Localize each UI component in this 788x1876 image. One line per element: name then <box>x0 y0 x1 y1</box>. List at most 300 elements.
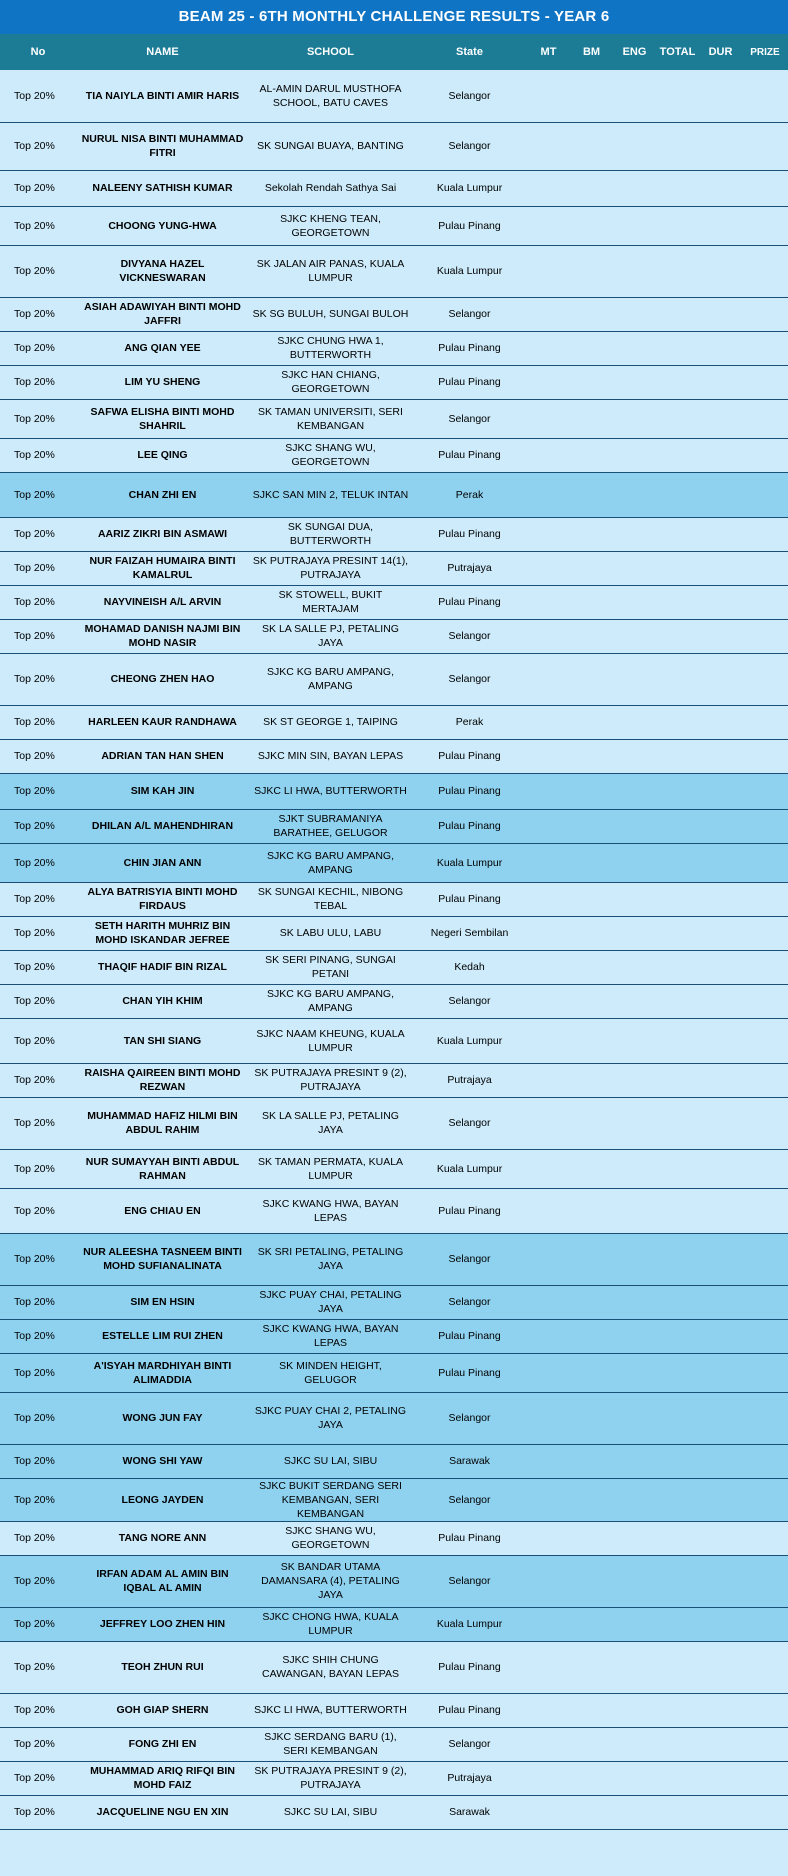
cell-dur <box>699 1521 742 1555</box>
table-row <box>0 1795 788 1829</box>
cell-eng <box>613 1478 656 1521</box>
table-row <box>0 1444 788 1478</box>
cell-total <box>656 170 699 206</box>
cell-school: SJKC SU LAI, SIBU <box>249 1795 412 1829</box>
cell-name: FONG ZHI EN <box>76 1727 249 1761</box>
cell-school: SK ST GEORGE 1, TAIPING <box>249 705 412 739</box>
cell-bm <box>570 653 613 705</box>
cell-eng <box>613 739 656 773</box>
cell-prize <box>742 1392 788 1444</box>
cell-no: Top 20% <box>0 245 76 297</box>
cell-dur <box>699 773 742 809</box>
cell-state: Putrajaya <box>412 1063 527 1097</box>
table-row <box>0 984 788 1018</box>
cell-eng <box>613 472 656 517</box>
cell-mt <box>527 705 570 739</box>
cell-eng <box>613 1641 656 1693</box>
cell-mt <box>527 1392 570 1444</box>
cell-prize <box>742 1353 788 1392</box>
cell-total <box>656 1444 699 1478</box>
col-header-name: NAME <box>76 34 249 70</box>
cell-mt <box>527 365 570 399</box>
cell-prize <box>742 170 788 206</box>
cell-no: Top 20% <box>0 517 76 551</box>
cell-state: Pulau Pinang <box>412 739 527 773</box>
cell-bm <box>570 619 613 653</box>
cell-total <box>656 517 699 551</box>
cell-name: RAISHA QAIREEN BINTI MOHD REZWAN <box>76 1063 249 1097</box>
table-row <box>0 619 788 653</box>
cell-prize <box>742 619 788 653</box>
cell-total <box>656 1285 699 1319</box>
cell-dur <box>699 1233 742 1285</box>
cell-school: SJKC PUAY CHAI 2, PETALING JAYA <box>249 1392 412 1444</box>
cell-name: SETH HARITH MUHRIZ BIN MOHD ISKANDAR JEFREE <box>76 916 249 950</box>
table-row <box>0 950 788 984</box>
cell-eng <box>613 1063 656 1097</box>
cell-no: Top 20% <box>0 170 76 206</box>
cell-mt <box>527 950 570 984</box>
cell-total <box>656 1727 699 1761</box>
cell-no: Top 20% <box>0 1285 76 1319</box>
cell-dur <box>699 1188 742 1233</box>
cell-dur <box>699 297 742 331</box>
cell-no: Top 20% <box>0 472 76 517</box>
cell-no: Top 20% <box>0 1392 76 1444</box>
cell-mt <box>527 170 570 206</box>
cell-name: HARLEEN KAUR RANDHAWA <box>76 705 249 739</box>
table-row <box>0 122 788 170</box>
cell-bm <box>570 1285 613 1319</box>
cell-state: Putrajaya <box>412 1761 527 1795</box>
cell-state: Selangor <box>412 984 527 1018</box>
cell-mt <box>527 70 570 122</box>
cell-school: SK SUNGAI BUAYA, BANTING <box>249 122 412 170</box>
cell-eng <box>613 438 656 472</box>
table-row <box>0 705 788 739</box>
page-title: BEAM 25 - 6TH MONTHLY CHALLENGE RESULTS - YEAR 6 <box>0 0 788 34</box>
cell-school: SK STOWELL, BUKIT MERTAJAM <box>249 585 412 619</box>
cell-total <box>656 882 699 916</box>
cell-bm <box>570 331 613 365</box>
cell-state: Kedah <box>412 950 527 984</box>
cell-bm <box>570 585 613 619</box>
cell-prize <box>742 882 788 916</box>
cell-eng <box>613 245 656 297</box>
cell-total <box>656 705 699 739</box>
cell-no: Top 20% <box>0 950 76 984</box>
table-row <box>0 843 788 882</box>
cell-school: SK LA SALLE PJ, PETALING JAYA <box>249 1097 412 1149</box>
cell-school: Sekolah Rendah Sathya Sai <box>249 170 412 206</box>
cell-eng <box>613 399 656 438</box>
cell-prize <box>742 1555 788 1607</box>
table-row <box>0 1233 788 1285</box>
cell-school: SJKC SU LAI, SIBU <box>249 1444 412 1478</box>
cell-name: NUR FAIZAH HUMAIRA BINTI KAMALRUL <box>76 551 249 585</box>
cell-state: Pulau Pinang <box>412 206 527 245</box>
cell-prize <box>742 1149 788 1188</box>
cell-mt <box>527 1607 570 1641</box>
cell-no: Top 20% <box>0 619 76 653</box>
table-row <box>0 1188 788 1233</box>
table-row <box>0 1641 788 1693</box>
cell-name: TEOH ZHUN RUI <box>76 1641 249 1693</box>
cell-name: ADRIAN TAN HAN SHEN <box>76 739 249 773</box>
cell-school: SK TAMAN PERMATA, KUALA LUMPUR <box>249 1149 412 1188</box>
cell-mt <box>527 438 570 472</box>
cell-prize <box>742 916 788 950</box>
cell-bm <box>570 705 613 739</box>
cell-school: SJKC LI HWA, BUTTERWORTH <box>249 1693 412 1727</box>
cell-total <box>656 809 699 843</box>
cell-eng <box>613 843 656 882</box>
cell-dur <box>699 245 742 297</box>
cell-state: Kuala Lumpur <box>412 1149 527 1188</box>
cell-prize <box>742 1727 788 1761</box>
cell-no: Top 20% <box>0 1063 76 1097</box>
cell-dur <box>699 551 742 585</box>
cell-dur <box>699 170 742 206</box>
cell-prize <box>742 365 788 399</box>
cell-school: SJKC LI HWA, BUTTERWORTH <box>249 773 412 809</box>
cell-no: Top 20% <box>0 1607 76 1641</box>
cell-mt <box>527 1353 570 1392</box>
cell-no: Top 20% <box>0 297 76 331</box>
table-row <box>0 438 788 472</box>
cell-mt <box>527 916 570 950</box>
cell-name: SIM EN HSIN <box>76 1285 249 1319</box>
col-header-eng: ENG <box>613 34 656 70</box>
cell-prize <box>742 438 788 472</box>
cell-bm <box>570 1478 613 1521</box>
cell-state: Selangor <box>412 1285 527 1319</box>
table-row <box>0 1149 788 1188</box>
cell-bm <box>570 206 613 245</box>
cell-eng <box>613 1149 656 1188</box>
cell-state: Selangor <box>412 1478 527 1521</box>
cell-no: Top 20% <box>0 882 76 916</box>
cell-dur <box>699 1097 742 1149</box>
table-row <box>0 1285 788 1319</box>
cell-total <box>656 70 699 122</box>
cell-mt <box>527 1521 570 1555</box>
cell-prize <box>742 1285 788 1319</box>
cell-school: SJKC KG BARU AMPANG, AMPANG <box>249 843 412 882</box>
cell-total <box>656 739 699 773</box>
cell-name: LEONG JAYDEN <box>76 1478 249 1521</box>
cell-state: Pulau Pinang <box>412 517 527 551</box>
cell-prize <box>742 206 788 245</box>
cell-no: Top 20% <box>0 551 76 585</box>
cell-dur <box>699 882 742 916</box>
cell-dur <box>699 1693 742 1727</box>
cell-dur <box>699 331 742 365</box>
cell-prize <box>742 1018 788 1063</box>
cell-name: IRFAN ADAM AL AMIN BIN IQBAL AL AMIN <box>76 1555 249 1607</box>
cell-mt <box>527 773 570 809</box>
cell-no: Top 20% <box>0 1795 76 1829</box>
cell-school: SJKC SHANG WU, GEORGETOWN <box>249 438 412 472</box>
cell-prize <box>742 1761 788 1795</box>
cell-prize <box>742 653 788 705</box>
cell-state: Putrajaya <box>412 551 527 585</box>
header-row <box>0 34 788 70</box>
cell-bm <box>570 882 613 916</box>
cell-bm <box>570 1761 613 1795</box>
cell-total <box>656 206 699 245</box>
cell-no: Top 20% <box>0 739 76 773</box>
cell-eng <box>613 950 656 984</box>
cell-eng <box>613 1285 656 1319</box>
cell-no: Top 20% <box>0 1555 76 1607</box>
cell-mt <box>527 1063 570 1097</box>
cell-name: ESTELLE LIM RUI ZHEN <box>76 1319 249 1353</box>
cell-no: Top 20% <box>0 1233 76 1285</box>
cell-no: Top 20% <box>0 1018 76 1063</box>
cell-mt <box>527 882 570 916</box>
col-header-mt: MT <box>527 34 570 70</box>
cell-total <box>656 1693 699 1727</box>
cell-total <box>656 1149 699 1188</box>
cell-school: SK LABU ULU, LABU <box>249 916 412 950</box>
cell-name: NURUL NISA BINTI MUHAMMAD FITRI <box>76 122 249 170</box>
cell-bm <box>570 1319 613 1353</box>
col-header-state: State <box>412 34 527 70</box>
cell-school: SK SUNGAI KECHIL, NIBONG TEBAL <box>249 882 412 916</box>
table-row <box>0 1521 788 1555</box>
cell-state: Pulau Pinang <box>412 585 527 619</box>
cell-state: Selangor <box>412 653 527 705</box>
cell-no: Top 20% <box>0 1149 76 1188</box>
cell-eng <box>613 1555 656 1607</box>
cell-mt <box>527 1727 570 1761</box>
cell-total <box>656 619 699 653</box>
cell-prize <box>742 551 788 585</box>
cell-mt <box>527 399 570 438</box>
cell-prize <box>742 984 788 1018</box>
col-header-total: TOTAL <box>656 34 699 70</box>
cell-dur <box>699 517 742 551</box>
cell-total <box>656 399 699 438</box>
cell-no: Top 20% <box>0 399 76 438</box>
cell-total <box>656 472 699 517</box>
cell-no: Top 20% <box>0 365 76 399</box>
cell-state: Pulau Pinang <box>412 1319 527 1353</box>
cell-school: SJKC SAN MIN 2, TELUK INTAN <box>249 472 412 517</box>
cell-dur <box>699 1018 742 1063</box>
cell-mt <box>527 245 570 297</box>
cell-prize <box>742 1607 788 1641</box>
cell-state: Selangor <box>412 297 527 331</box>
cell-school: SK PUTRAJAYA PRESINT 9 (2), PUTRAJAYA <box>249 1761 412 1795</box>
cell-no: Top 20% <box>0 843 76 882</box>
cell-dur <box>699 619 742 653</box>
cell-bm <box>570 1233 613 1285</box>
cell-dur <box>699 1478 742 1521</box>
cell-name: MUHAMMAD HAFIZ HILMI BIN ABDUL RAHIM <box>76 1097 249 1149</box>
cell-school: SK TAMAN UNIVERSITI, SERI KEMBANGAN <box>249 399 412 438</box>
table-row <box>0 1018 788 1063</box>
cell-eng <box>613 653 656 705</box>
cell-dur <box>699 1795 742 1829</box>
cell-school: SJKC HAN CHIANG, GEORGETOWN <box>249 365 412 399</box>
col-header-prize: PRIZE <box>742 34 788 70</box>
cell-mt <box>527 1097 570 1149</box>
table-row <box>0 1319 788 1353</box>
cell-dur <box>699 653 742 705</box>
cell-name: ANG QIAN YEE <box>76 331 249 365</box>
cell-eng <box>613 1521 656 1555</box>
cell-prize <box>742 1795 788 1829</box>
cell-school: SJKT SUBRAMANIYA BARATHEE, GELUGOR <box>249 809 412 843</box>
cell-name: NUR ALEESHA TASNEEM BINTI MOHD SUFIANALINATA <box>76 1233 249 1285</box>
cell-school: SJKC MIN SIN, BAYAN LEPAS <box>249 739 412 773</box>
cell-school: SJKC CHONG HWA, KUALA LUMPUR <box>249 1607 412 1641</box>
cell-state: Pulau Pinang <box>412 438 527 472</box>
cell-state: Kuala Lumpur <box>412 843 527 882</box>
cell-state: Kuala Lumpur <box>412 245 527 297</box>
cell-state: Pulau Pinang <box>412 1188 527 1233</box>
cell-school: SK LA SALLE PJ, PETALING JAYA <box>249 619 412 653</box>
cell-no: Top 20% <box>0 331 76 365</box>
cell-dur <box>699 950 742 984</box>
table-row <box>0 1607 788 1641</box>
cell-bm <box>570 916 613 950</box>
table-row <box>0 1353 788 1392</box>
cell-mt <box>527 1149 570 1188</box>
cell-name: SAFWA ELISHA BINTI MOHD SHAHRIL <box>76 399 249 438</box>
cell-dur <box>699 585 742 619</box>
cell-eng <box>613 1795 656 1829</box>
cell-total <box>656 438 699 472</box>
cell-bm <box>570 1063 613 1097</box>
cell-total <box>656 1097 699 1149</box>
cell-dur <box>699 399 742 438</box>
table-row <box>0 206 788 245</box>
cell-eng <box>613 809 656 843</box>
cell-school: SJKC SHANG WU, GEORGETOWN <box>249 1521 412 1555</box>
cell-total <box>656 122 699 170</box>
cell-prize <box>742 1233 788 1285</box>
cell-state: Pulau Pinang <box>412 1521 527 1555</box>
cell-school: SK SERI PINANG, SUNGAI PETANI <box>249 950 412 984</box>
cell-mt <box>527 1233 570 1285</box>
cell-name: CHOONG YUNG-HWA <box>76 206 249 245</box>
cell-state: Pulau Pinang <box>412 1353 527 1392</box>
cell-bm <box>570 245 613 297</box>
cell-total <box>656 1795 699 1829</box>
table-row <box>0 653 788 705</box>
cell-no: Top 20% <box>0 438 76 472</box>
cell-total <box>656 773 699 809</box>
cell-eng <box>613 916 656 950</box>
cell-total <box>656 950 699 984</box>
cell-name: CHIN JIAN ANN <box>76 843 249 882</box>
cell-total <box>656 1018 699 1063</box>
cell-bm <box>570 809 613 843</box>
table-row <box>0 809 788 843</box>
cell-mt <box>527 1478 570 1521</box>
cell-school: SK PUTRAJAYA PRESINT 9 (2), PUTRAJAYA <box>249 1063 412 1097</box>
cell-total <box>656 1478 699 1521</box>
cell-bm <box>570 1018 613 1063</box>
cell-dur <box>699 739 742 773</box>
cell-mt <box>527 1018 570 1063</box>
cell-state: Kuala Lumpur <box>412 1607 527 1641</box>
table-row <box>0 551 788 585</box>
cell-eng <box>613 1607 656 1641</box>
col-header-dur: DUR <box>699 34 742 70</box>
cell-total <box>656 1233 699 1285</box>
table-row <box>0 1555 788 1607</box>
cell-state: Selangor <box>412 619 527 653</box>
cell-name: WONG JUN FAY <box>76 1392 249 1444</box>
cell-eng <box>613 1233 656 1285</box>
cell-total <box>656 585 699 619</box>
cell-school: SJKC KG BARU AMPANG, AMPANG <box>249 984 412 1018</box>
cell-dur <box>699 809 742 843</box>
cell-name: ENG CHIAU EN <box>76 1188 249 1233</box>
cell-state: Negeri Sembilan <box>412 916 527 950</box>
cell-name: NUR SUMAYYAH BINTI ABDUL RAHMAN <box>76 1149 249 1188</box>
cell-bm <box>570 472 613 517</box>
cell-school: SJKC PUAY CHAI, PETALING JAYA <box>249 1285 412 1319</box>
cell-name: NAYVINEISH A/L ARVIN <box>76 585 249 619</box>
cell-state: Pulau Pinang <box>412 1693 527 1727</box>
cell-prize <box>742 331 788 365</box>
cell-dur <box>699 206 742 245</box>
cell-mt <box>527 843 570 882</box>
cell-bm <box>570 1149 613 1188</box>
cell-mt <box>527 585 570 619</box>
cell-state: Selangor <box>412 70 527 122</box>
cell-state: Selangor <box>412 1097 527 1149</box>
cell-name: JACQUELINE NGU EN XIN <box>76 1795 249 1829</box>
cell-no: Top 20% <box>0 1097 76 1149</box>
cell-state: Selangor <box>412 1233 527 1285</box>
table-row <box>0 245 788 297</box>
cell-school: SJKC KHENG TEAN, GEORGETOWN <box>249 206 412 245</box>
cell-dur <box>699 1761 742 1795</box>
table-row <box>0 916 788 950</box>
cell-prize <box>742 585 788 619</box>
cell-mt <box>527 653 570 705</box>
cell-state: Sarawak <box>412 1795 527 1829</box>
cell-dur <box>699 1319 742 1353</box>
cell-school: SK SRI PETALING, PETALING JAYA <box>249 1233 412 1285</box>
cell-dur <box>699 984 742 1018</box>
table-row <box>0 170 788 206</box>
table-row <box>0 1693 788 1727</box>
cell-bm <box>570 984 613 1018</box>
cell-no: Top 20% <box>0 1693 76 1727</box>
cell-school: SK SUNGAI DUA, BUTTERWORTH <box>249 517 412 551</box>
cell-name: JEFFREY LOO ZHEN HIN <box>76 1607 249 1641</box>
cell-name: CHAN ZHI EN <box>76 472 249 517</box>
cell-state: Pulau Pinang <box>412 809 527 843</box>
cell-mt <box>527 472 570 517</box>
cell-prize <box>742 1319 788 1353</box>
cell-total <box>656 1188 699 1233</box>
cell-prize <box>742 1521 788 1555</box>
cell-school: SK BANDAR UTAMA DAMANSARA (4), PETALING JAYA <box>249 1555 412 1607</box>
cell-dur <box>699 122 742 170</box>
cell-dur <box>699 916 742 950</box>
cell-eng <box>613 1188 656 1233</box>
cell-mt <box>527 1693 570 1727</box>
cell-total <box>656 1353 699 1392</box>
